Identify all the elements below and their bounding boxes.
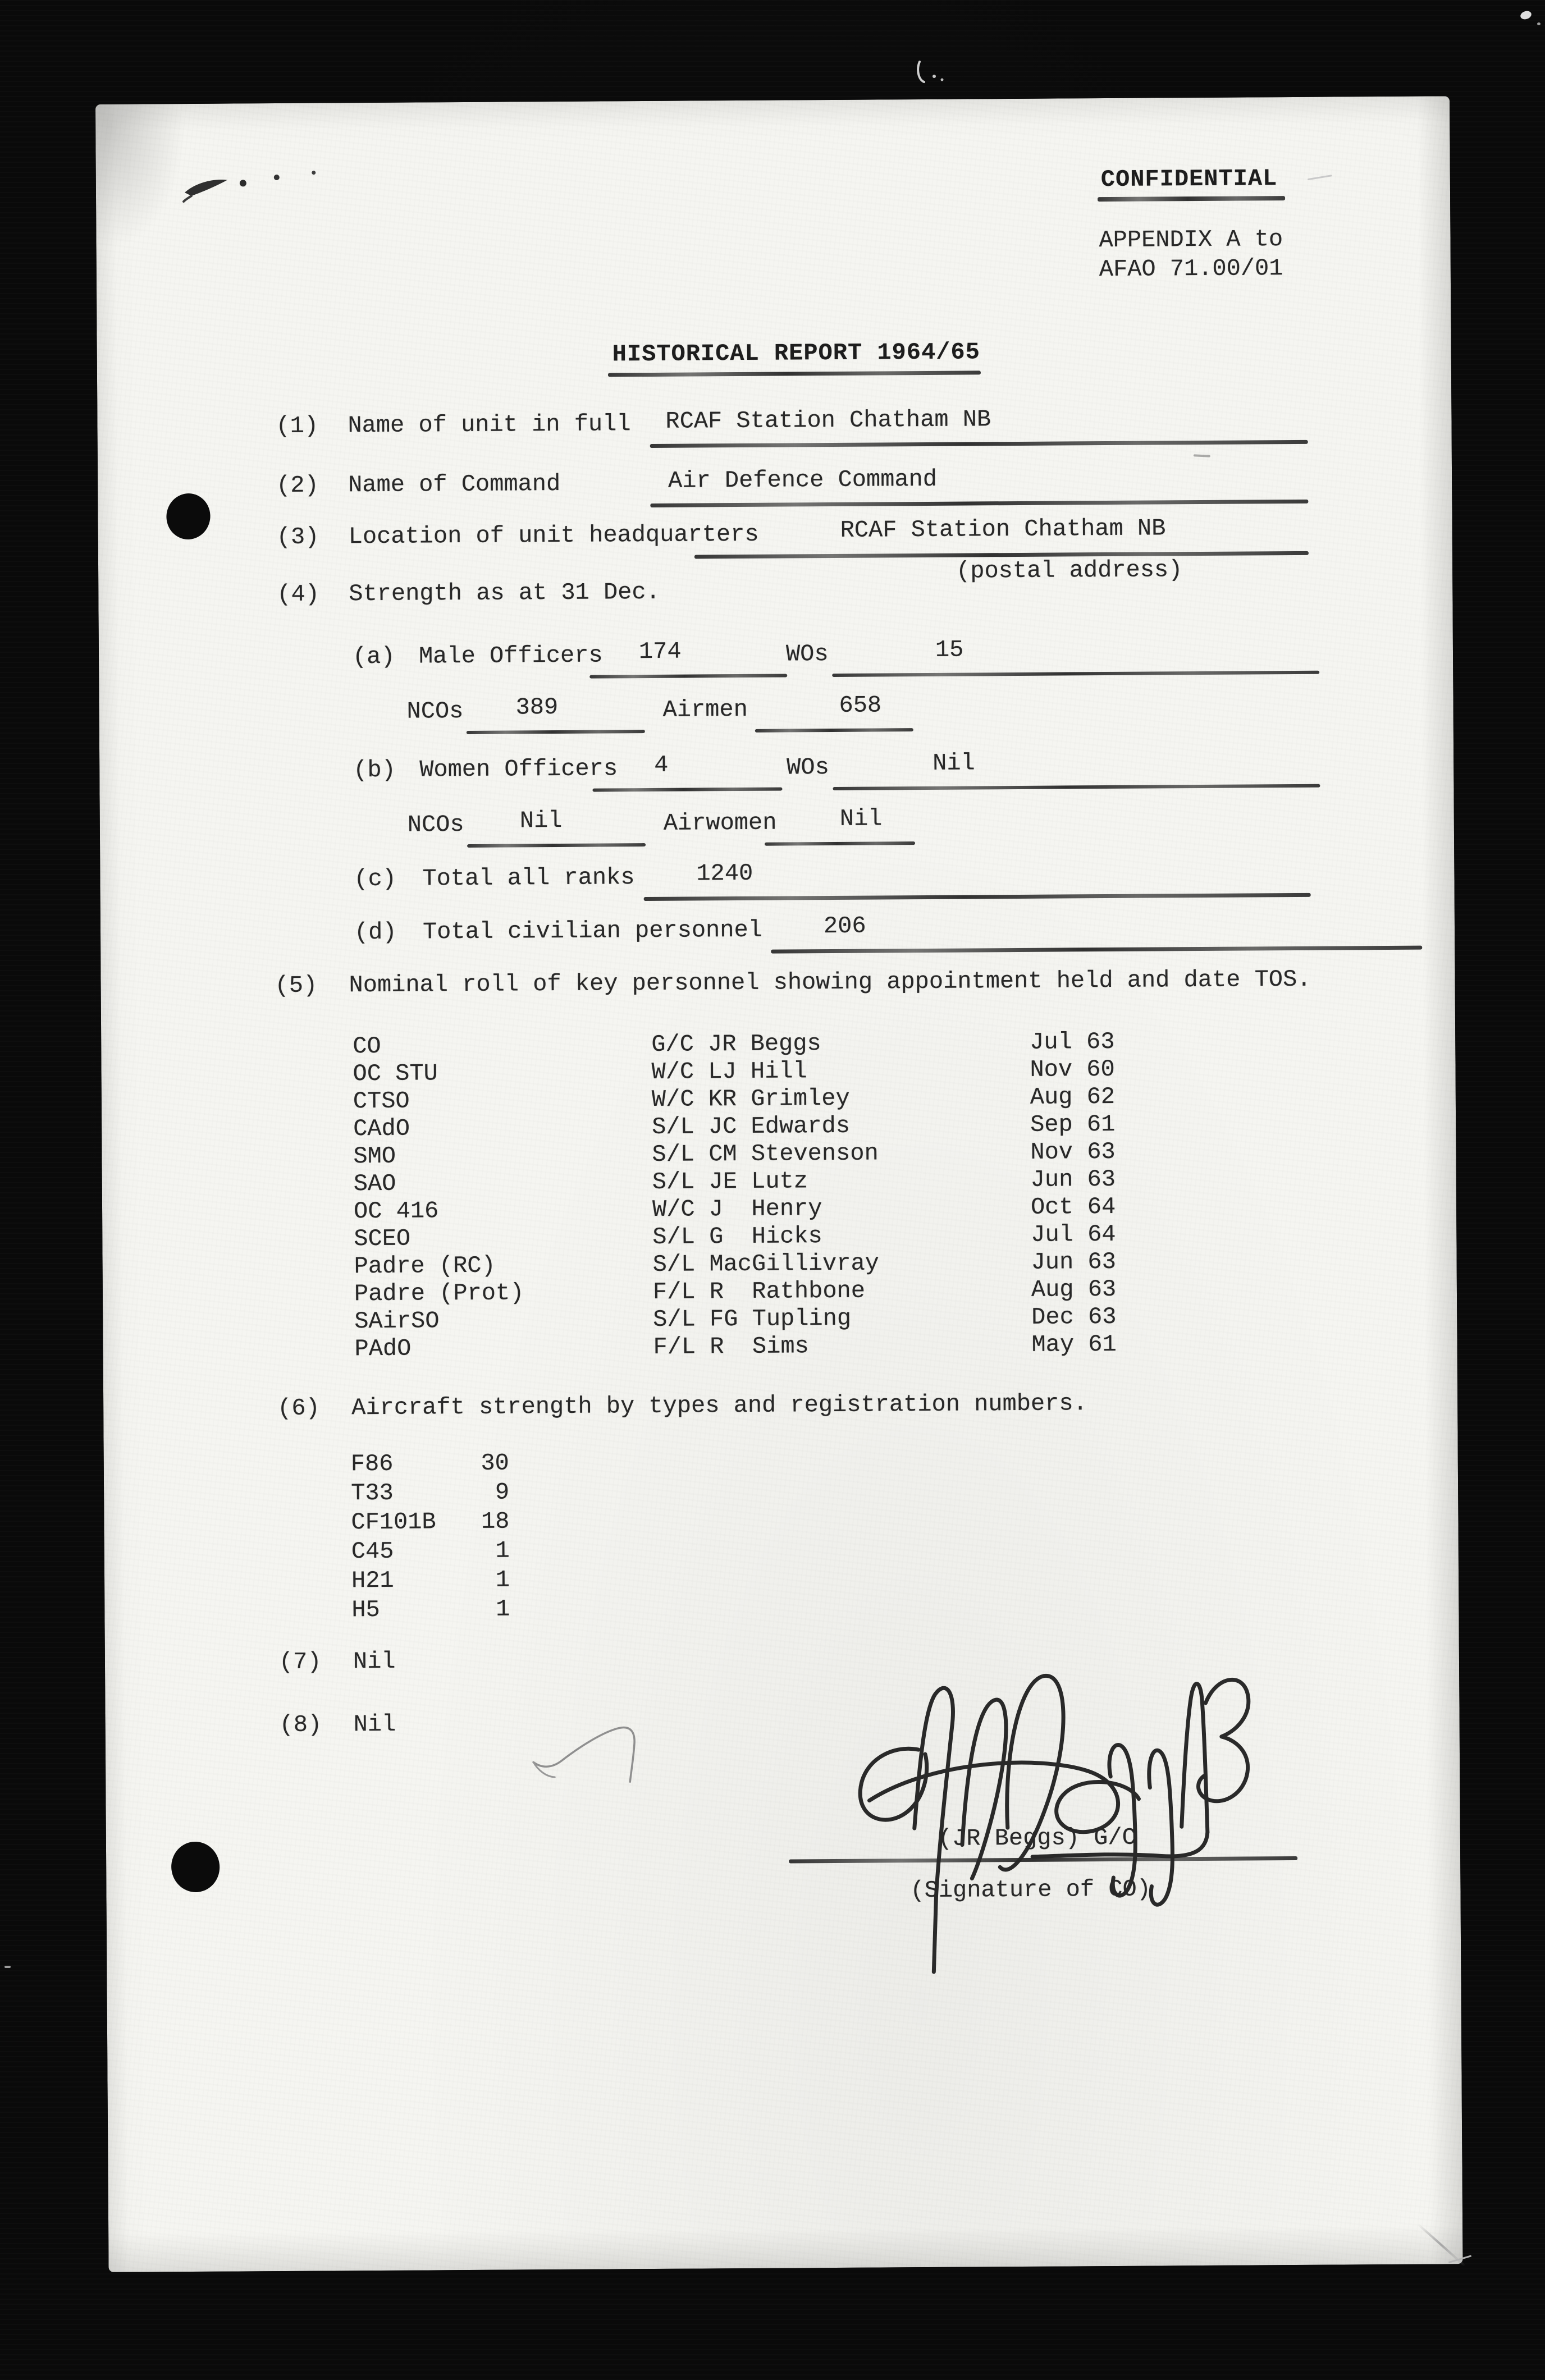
roll-officer: S/L JE Lutz xyxy=(652,1168,808,1196)
strength-d-label: Total civilian personnel xyxy=(422,916,763,946)
roll-role: PAdO xyxy=(354,1335,412,1363)
scan-speck xyxy=(1519,10,1532,20)
strength-d-number: (d) xyxy=(354,918,397,946)
hole-punch-bottom xyxy=(168,1839,222,1894)
aircraft-count: 1 xyxy=(496,1595,510,1623)
roll-officer: S/L JC Edwards xyxy=(652,1112,851,1141)
page-title: HISTORICAL REPORT 1964/65 xyxy=(612,338,980,368)
field-2-label: Name of Command xyxy=(348,470,561,499)
roll-role: CTSO xyxy=(353,1087,410,1115)
roll-role: SAirSO xyxy=(354,1307,440,1335)
strength-a-value2: 15 xyxy=(935,636,964,663)
strength-d-line xyxy=(771,946,1422,954)
roll-officer: W/C LJ Hill xyxy=(651,1058,807,1086)
roll-date: Dec 63 xyxy=(1031,1303,1117,1331)
roll-officer: S/L G Hicks xyxy=(652,1223,822,1251)
roll-date: May 61 xyxy=(1031,1330,1117,1358)
strength-c-number: (c) xyxy=(354,865,397,893)
field-2-number: (2) xyxy=(276,472,319,500)
field-8-number: (8) xyxy=(279,1711,322,1739)
field-5-number: (5) xyxy=(275,972,318,1000)
field-2-fill-line xyxy=(650,500,1308,507)
signature-caption: (Signature of CO) xyxy=(910,1875,1151,1905)
strength-a2-line2 xyxy=(755,728,913,733)
strength-a-line1 xyxy=(589,674,787,678)
pencil-mark-top-left xyxy=(180,159,349,210)
field-1-label: Name of unit in full xyxy=(348,410,631,440)
roll-role: Padre (Prot) xyxy=(354,1279,524,1308)
strength-b-label2: WOs xyxy=(787,754,830,781)
roll-date: Jun 63 xyxy=(1030,1165,1116,1193)
strength-c-label: Total all ranks xyxy=(422,864,635,893)
roll-officer: W/C KR Grimley xyxy=(651,1084,850,1113)
aircraft-count: 1 xyxy=(495,1537,510,1564)
aircraft-count: 18 xyxy=(481,1508,510,1535)
strength-c-line xyxy=(644,893,1311,901)
strength-b-value2: Nil xyxy=(933,749,975,777)
strength-a-label2: WOs xyxy=(785,640,829,668)
roll-officer: F/L R Sims xyxy=(653,1333,809,1361)
strength-a-number: (a) xyxy=(352,643,395,671)
roll-role: SAO xyxy=(353,1170,396,1198)
aircraft-count: 30 xyxy=(481,1449,509,1477)
aircraft-type: C45 xyxy=(351,1537,394,1566)
roll-role: SMO xyxy=(353,1142,396,1170)
strength-a-value1: 174 xyxy=(638,638,682,666)
strength-b2-line1 xyxy=(467,843,646,848)
document-page xyxy=(95,96,1463,2272)
scan-artifact-squiggle xyxy=(914,58,953,90)
strength-c-value: 1240 xyxy=(696,859,753,887)
field-3-note: (postal address) xyxy=(956,556,1183,585)
strength-b2-label1: NCOs xyxy=(407,811,464,839)
roll-officer: S/L FG Tupling xyxy=(653,1305,852,1333)
roll-date: Jul 64 xyxy=(1031,1220,1116,1248)
signature-name: (JR Beggs) G/C xyxy=(938,1824,1136,1852)
field-3-value: RCAF Station Chatham NB xyxy=(840,515,1166,544)
strength-b2-value2: Nil xyxy=(839,805,883,832)
roll-date: Jun 63 xyxy=(1031,1248,1117,1276)
field-5-label: Nominal roll of key personnel showing appointment held and date TOS. xyxy=(349,965,1311,999)
field-6-label: Aircraft strength by types and registration numbers. xyxy=(351,1390,1087,1422)
roll-officer: G/C JR Beggs xyxy=(651,1030,821,1058)
aircraft-type: H5 xyxy=(351,1596,380,1624)
roll-officer: S/L MacGillivray xyxy=(652,1250,880,1278)
strength-d-value: 206 xyxy=(823,912,866,940)
roll-role: CAdO xyxy=(353,1115,410,1143)
strength-a-line2 xyxy=(832,671,1319,677)
roll-role: OC STU xyxy=(353,1060,438,1088)
strength-b-value1: 4 xyxy=(654,751,669,779)
roll-date: Sep 61 xyxy=(1030,1110,1116,1138)
roll-officer: F/L R Rathbone xyxy=(652,1277,866,1306)
scan-scratch xyxy=(1308,175,1332,180)
strength-b2-line2 xyxy=(765,841,915,846)
strength-b-label1: Women Officers xyxy=(419,755,618,784)
field-7-number: (7) xyxy=(278,1648,322,1676)
signature-ink xyxy=(846,1658,1264,1986)
roll-role: CO xyxy=(353,1032,381,1060)
roll-date: Aug 62 xyxy=(1030,1083,1116,1111)
classification-stamp: CONFIDENTIAL xyxy=(1100,165,1278,194)
strength-b-line2 xyxy=(833,784,1320,790)
strength-a2-line1 xyxy=(467,730,645,734)
aircraft-type: T33 xyxy=(350,1479,394,1507)
field-8-value: Nil xyxy=(353,1710,396,1738)
strength-b-number: (b) xyxy=(353,756,396,784)
title-underline xyxy=(608,370,981,377)
roll-date: Nov 60 xyxy=(1030,1055,1115,1083)
roll-date: Aug 63 xyxy=(1031,1275,1117,1303)
field-4-label: Strength as at 31 Dec. xyxy=(349,578,660,608)
pencil-dash xyxy=(1194,454,1210,457)
roll-officer: S/L CM Stevenson xyxy=(652,1139,879,1168)
roll-date: Nov 63 xyxy=(1030,1138,1116,1166)
field-4-number: (4) xyxy=(277,580,320,608)
aircraft-count: 1 xyxy=(495,1566,510,1594)
field-1-fill-line xyxy=(650,440,1308,448)
strength-b2-label2: Airwomen xyxy=(663,809,777,837)
strength-a-label1: Male Officers xyxy=(418,642,603,670)
hole-punch-top xyxy=(163,491,213,542)
field-3-number: (3) xyxy=(276,523,319,551)
strength-b2-value1: Nil xyxy=(519,807,563,835)
roll-role: SCEO xyxy=(354,1225,411,1253)
scan-speck xyxy=(4,1966,11,1968)
roll-date: Jul 63 xyxy=(1030,1028,1115,1056)
field-7-value: Nil xyxy=(353,1647,396,1676)
roll-role: Padre (RC) xyxy=(354,1252,496,1280)
field-2-value: Air Defence Command xyxy=(668,465,938,495)
strength-a2-label1: NCOs xyxy=(406,698,464,725)
strength-a2-value1: 389 xyxy=(515,693,559,721)
appendix-reference-line1: APPENDIX A to xyxy=(1099,226,1283,254)
classification-underline xyxy=(1098,196,1285,202)
field-6-number: (6) xyxy=(277,1394,320,1422)
aircraft-type: CF101B xyxy=(351,1508,436,1536)
field-1-number: (1) xyxy=(276,412,319,440)
strength-b-line1 xyxy=(592,788,782,792)
strength-a2-value2: 658 xyxy=(839,692,882,719)
roll-role: OC 416 xyxy=(353,1197,439,1225)
roll-date: Oct 64 xyxy=(1030,1193,1116,1221)
appendix-reference-line2: AFAO 71.00/01 xyxy=(1099,255,1283,283)
aircraft-type: H21 xyxy=(351,1567,394,1595)
pencil-checkmark xyxy=(527,1713,651,1788)
roll-officer: W/C J Henry xyxy=(652,1195,822,1223)
strength-a2-label2: Airmen xyxy=(662,695,748,724)
aircraft-type: F86 xyxy=(350,1450,394,1478)
field-3-label: Location of unit headquarters xyxy=(348,520,759,551)
field-1-value: RCAF Station Chatham NB xyxy=(665,406,991,435)
scan-speck xyxy=(1537,22,1541,25)
aircraft-count: 9 xyxy=(495,1479,510,1506)
